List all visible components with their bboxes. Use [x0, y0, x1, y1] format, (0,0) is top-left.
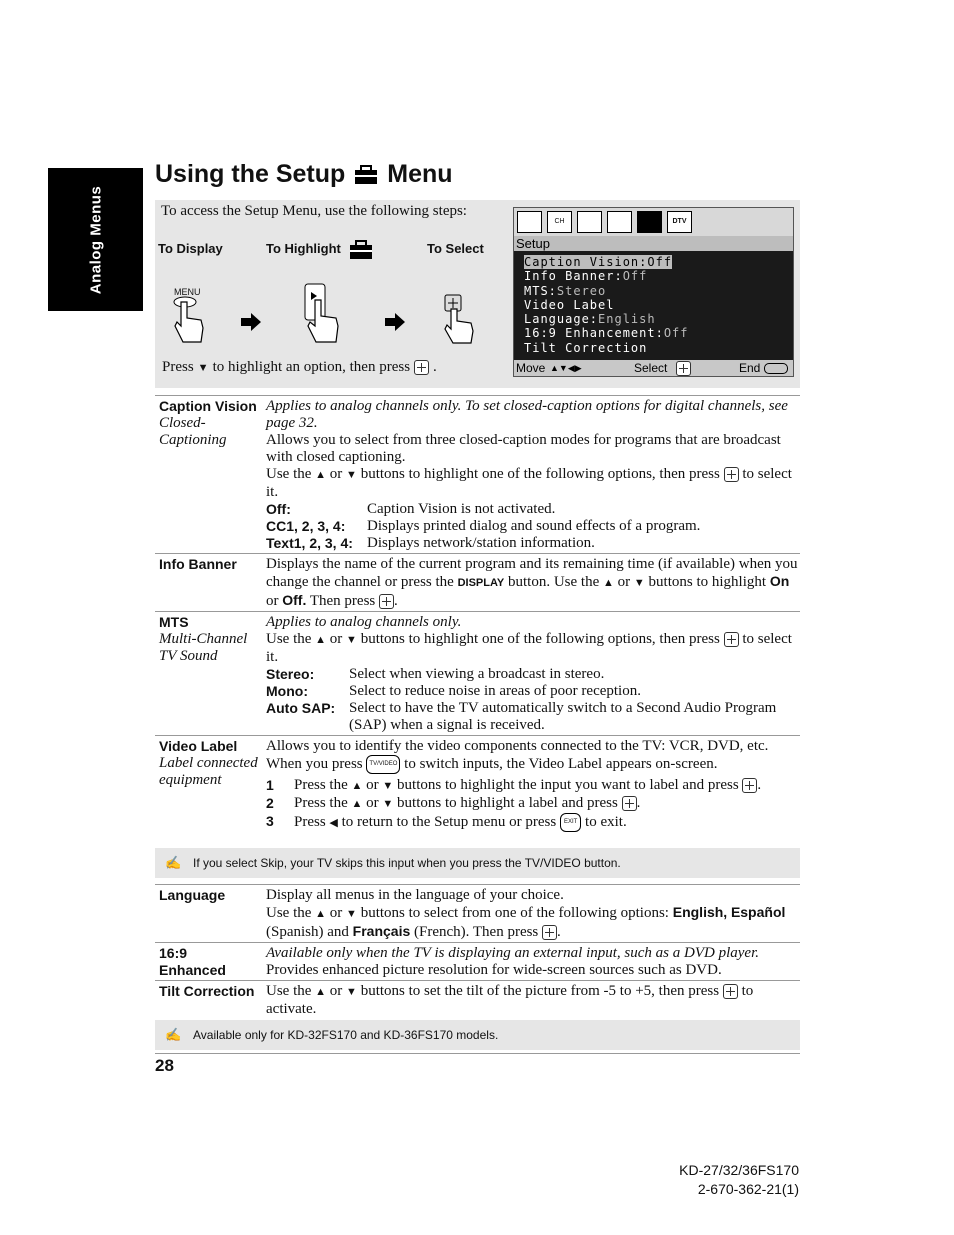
- up-arrow-icon: ▲: [315, 986, 327, 998]
- osd-item: Video Label: [524, 297, 615, 312]
- option-item: Stereo: Select when viewing a broadcast in stereo.: [266, 666, 605, 682]
- osd-end-label: End: [739, 361, 761, 375]
- video-tab-icon: [517, 211, 542, 233]
- osd-header: Setup: [514, 236, 793, 251]
- option-row-info-banner: Info Banner Displays the name of the current program and its remaining time (if available) when you change the channel or press the DISPLAY button. Use the ▲ or ▼ buttons to highlight On or Off. Then press .: [155, 554, 800, 612]
- step-highlight-label: To Highlight: [266, 241, 341, 256]
- exit-button-icon: EXIT: [560, 813, 581, 832]
- move-arrows-icon: ▲▼◀▶: [550, 363, 582, 373]
- option-row-caption-vision: Caption Vision Closed-Captioning Applies to analog channels only. To set closed-caption options for digital channels, see page 32. Allows you to select from three closed-caption modes for programs that are broadcast with closed captioning. Use the ▲ or ▼ buttons to highlight one of the following options, then press to select it. Off: Caption Vision is not activated. CC1, 2, 3, 4: Displays printed dialog and sound effects of a program. Text1, 2, 3, 4: Displays network/station information.: [155, 396, 800, 554]
- option-item: CC1, 2, 3, 4: Displays printed dialog and sound effects of a program.: [266, 518, 701, 534]
- osd-item-list: [514, 251, 793, 355]
- down-arrow-icon: ▼: [346, 469, 357, 481]
- side-tab-label: Analog Menus: [87, 185, 104, 294]
- option-row-language: Language Display all menus in the language of your choice. Use the ▲ or ▼ buttons to select from one of the following options: English, Español (Spanish) and Français (French). Then press .: [155, 885, 800, 943]
- channel-tab-icon: CH: [547, 211, 572, 233]
- access-intro: To access the Setup Menu, use the following steps:: [161, 203, 467, 219]
- select-button-icon: [723, 984, 738, 999]
- osd-footer: [514, 360, 793, 376]
- side-tab: [48, 168, 143, 311]
- lock-tab-icon: [577, 211, 602, 233]
- page-title: [155, 160, 453, 189]
- select-button-icon: [542, 925, 557, 940]
- model-number: KD-27/32/36FS170 2-670-362-21(1): [679, 1162, 799, 1197]
- timer-tab-icon: [607, 211, 632, 233]
- tv-video-button-icon: TV/VIDEO: [366, 755, 400, 774]
- down-arrow-icon: ▼: [382, 780, 394, 792]
- option-item: Auto SAP: Select to have the TV automatically switch to a Second Audio Program (SAP) when a signal is received.: [266, 700, 777, 733]
- osd-move-label: Move: [516, 361, 546, 375]
- list-item: 2 Press the ▲ or ▼ buttons to highlight a label and press .: [266, 795, 641, 811]
- left-arrow-icon: ◀: [329, 816, 338, 829]
- option-row-video-label: Video Label Label connected equipment Allows you to identify the video components connected to the TV: VCR, DVD, etc. When you press TV/VIDEO to switch inputs, the Video Label appears on-screen. 1 Press the ▲ or ▼ buttons to highlight the input you want to label and press . 2 Press the ▲ or ▼ buttons to highlight a label and press . 3 Press ◀ to return to the Setup menu or press EXIT to exit.: [155, 736, 800, 834]
- option-item: Text1, 2, 3, 4: Displays network/station information.: [266, 535, 595, 551]
- down-arrow-icon: ▼: [346, 908, 357, 920]
- up-arrow-icon: ▲: [603, 577, 614, 589]
- step-display-label: To Display: [158, 241, 223, 256]
- hand-press-select-icon: [441, 293, 477, 345]
- title-after: Menu: [387, 160, 453, 188]
- option-row-mts: MTS Multi-Channel TV Sound Applies to analog channels only. Use the ▲ or ▼ buttons to highlight one of the following options, then press to select it. Stereo: Select when viewing a broadcast in stereo. Mono: Select to reduce noise in areas of poor reception. Auto SAP: Select to have the TV automatically switch to a Second Audio Program (SAP) when a signal is received.: [155, 612, 800, 736]
- osd-menu-tabs: [514, 208, 793, 236]
- osd-item: Caption Vision:Off: [524, 255, 673, 269]
- option-item: Off: Caption Vision is not activated.: [266, 501, 556, 517]
- arrow-right-icon: [241, 313, 261, 331]
- down-arrow-icon: ▼: [346, 986, 357, 998]
- menu-button-icon: [764, 363, 788, 374]
- press-instruction: Press ▼ to highlight an option, then press .: [162, 359, 437, 375]
- setup-toolbox-icon: [353, 164, 379, 186]
- up-arrow-icon: ▲: [315, 908, 327, 920]
- page-number: 28: [155, 1056, 174, 1075]
- dtv-tab-icon: DTV: [667, 211, 692, 233]
- up-arrow-icon: ▲: [351, 798, 363, 810]
- up-arrow-icon: ▲: [315, 469, 327, 481]
- up-arrow-icon: ▲: [315, 634, 327, 646]
- setup-toolbox-icon: [347, 239, 375, 261]
- down-arrow-icon: ▼: [382, 798, 394, 810]
- option-row-tilt-correction: Tilt Correction Use the ▲ or ▼ buttons to set the tilt of the picture from -5 to +5, then press to activate.: [155, 981, 800, 1020]
- osd-item: Tilt Correction: [524, 340, 648, 355]
- osd-item: 16:9 Enhancement:Off: [524, 326, 689, 341]
- setup-tab-icon: [637, 211, 662, 233]
- setup-osd-screen: [513, 207, 794, 377]
- down-arrow-icon: ▼: [197, 361, 209, 374]
- hand-press-arrows-icon: [300, 282, 342, 344]
- up-arrow-icon: ▲: [351, 780, 363, 792]
- select-button-icon: [724, 467, 739, 482]
- select-button-icon: [622, 796, 637, 811]
- setup-options-table-1: [155, 395, 800, 833]
- arrow-right-icon: [385, 313, 405, 331]
- title-before: Using the Setup: [155, 160, 346, 188]
- select-button-icon: [676, 361, 691, 376]
- note-box-models: ✍ Available only for KD-32FS170 and KD-36FS170 models.: [155, 1020, 800, 1050]
- menu-key-label: MENU: [174, 287, 201, 297]
- down-arrow-icon: ▼: [633, 577, 645, 589]
- note-box-skip: ✍ If you select Skip, your TV skips this input when you press the TV/VIDEO button.: [155, 848, 800, 878]
- select-button-icon: [724, 632, 739, 647]
- setup-steps-panel: [155, 200, 800, 388]
- select-button-icon: [742, 778, 757, 793]
- osd-item: Language:English: [524, 312, 656, 327]
- note-pencil-icon: ✍: [165, 1027, 182, 1042]
- select-button-icon: [414, 360, 429, 375]
- step-select-label: To Select: [427, 241, 484, 256]
- list-item: 1 Press the ▲ or ▼ buttons to highlight the input you want to label and press .: [266, 777, 762, 793]
- option-row-169-enhanced: 16:9 Enhanced Available only when the TV is displaying an external input, such as a DVD player. Provides enhanced picture resolution for wide-screen sources such as DVD.: [155, 943, 800, 981]
- osd-item: MTS:Stereo: [524, 283, 607, 298]
- select-button-icon: [379, 594, 394, 609]
- hand-press-menu-icon: [171, 296, 207, 344]
- setup-options-table-2: [155, 884, 800, 1019]
- option-item: Mono: Select to reduce noise in areas of poor reception.: [266, 683, 641, 699]
- down-arrow-icon: ▼: [346, 634, 357, 646]
- osd-select-label: Select: [634, 361, 668, 375]
- note-pencil-icon: ✍: [165, 855, 182, 870]
- list-item: 3 Press ◀ to return to the Setup menu or press EXIT to exit.: [266, 813, 800, 832]
- osd-item: Info Banner:Off: [524, 269, 648, 284]
- footer-rule: [155, 1053, 800, 1054]
